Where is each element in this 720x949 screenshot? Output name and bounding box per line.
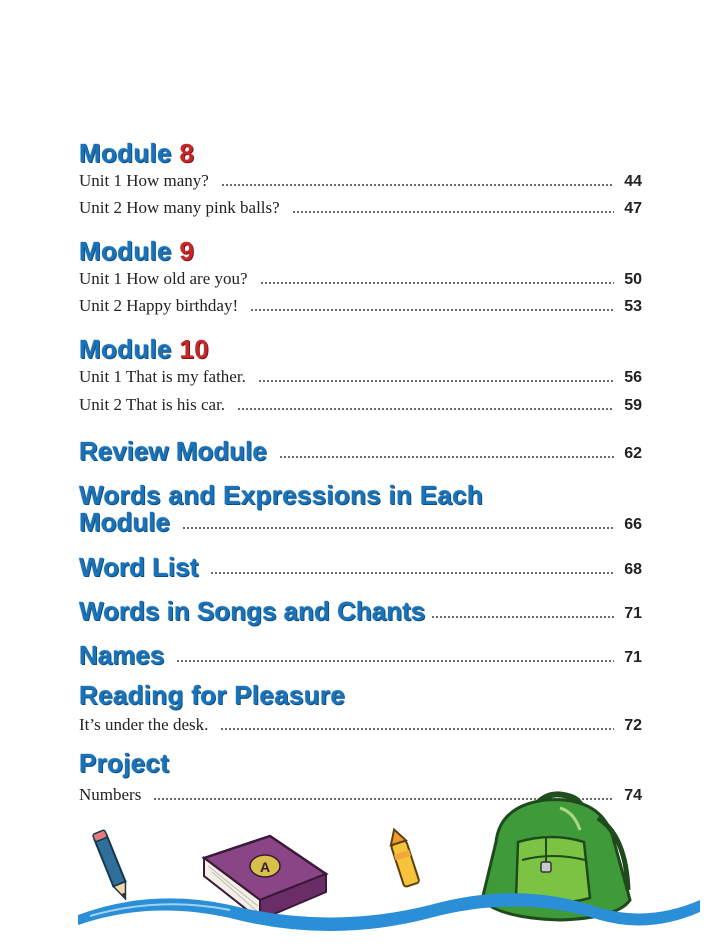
page-number: 56 [624, 369, 642, 386]
reading-heading: Reading for Pleasure [79, 680, 346, 710]
project-heading: Project [79, 748, 170, 778]
section-heading: Word List [79, 552, 199, 582]
crayon-icon [387, 827, 420, 887]
entry-label: Unit 2 That is his car. [79, 395, 226, 414]
module-word: Module [79, 334, 172, 364]
section-heading: Words in Songs and Chants [79, 596, 426, 626]
entry-label: Unit 1 How many? [79, 171, 209, 190]
module-number: 8 [179, 138, 195, 168]
pencil-icon [92, 830, 131, 902]
heading-line-2: Module [79, 507, 170, 537]
module-word: Module [79, 236, 172, 266]
entry-label: Unit 1 How old are you? [79, 269, 248, 288]
page-number: 44 [624, 173, 642, 190]
entry-label: It’s under the desk. [79, 715, 209, 734]
page-number: 47 [624, 200, 642, 217]
page-number: 50 [624, 271, 642, 288]
module-word: Module [79, 138, 172, 168]
entry-label: Unit 1 That is my father. [79, 367, 246, 386]
section-heading: Names [79, 640, 165, 670]
page-number: 72 [624, 717, 642, 734]
page-number: 68 [624, 561, 642, 578]
page-number: 71 [624, 605, 642, 622]
page-number: 59 [624, 397, 642, 414]
page-number: 53 [624, 298, 642, 315]
page-number: 62 [624, 445, 642, 462]
page-number: 66 [624, 516, 642, 533]
entry-label: Unit 2 How many pink balls? [79, 198, 280, 217]
entry-label: Unit 2 Happy birthday! [79, 296, 239, 315]
book-letter: A [259, 859, 271, 875]
heading-line-1: Words and Expressions in Each [79, 480, 484, 510]
module-number: 9 [179, 236, 195, 266]
section-heading: Review Module [79, 436, 267, 466]
page-number: 71 [624, 649, 642, 666]
entry-label: Numbers [79, 785, 142, 804]
module-number: 10 [179, 334, 209, 364]
page-number: 74 [624, 787, 642, 804]
